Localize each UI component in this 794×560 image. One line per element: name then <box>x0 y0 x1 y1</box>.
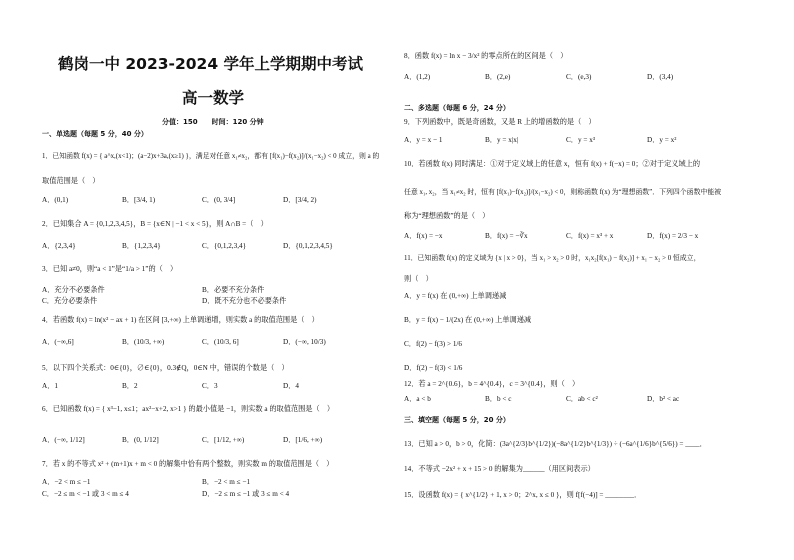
q12-option-a: A．a < b <box>404 395 431 403</box>
q3-stem: 3．已知 a≠0，则“a < 1”是“1/a > 1”的（ ） <box>42 265 178 273</box>
q13-stem: 13．已知 a > 0，b > 0，化简：(3a^{2/3}b^{1/2})(−8a^{1/2}b^{1/3}) ÷ (−6a^{1/6}b^{5/6}) = ____． <box>404 440 707 448</box>
q1-stem: 1．已知函数 f(x) = { a^x,(x<1)；(a−2)x+3a,(x≥1) }，满足对任意 x₁≠x₂，都有 [f(x₁)−f(x₂)]/(x₁−x₂) < 0 成立，则 a 的 <box>42 153 380 160</box>
q1-option-d: D．[3/4, 2) <box>283 196 317 204</box>
exam-info: 分值：150 时间：120 分钟 <box>162 118 264 126</box>
q6-option-c: C．[1/12, +∞) <box>202 436 245 444</box>
q1-stem-2: 取值范围是（ ） <box>42 177 100 185</box>
q10-option-c: C．f(x) = x³ + x <box>566 232 614 240</box>
q10-stem: 10．若函数 f(x) 同时满足：①对于定义域上的任意 x，恒有 f(x) + f(−x) = 0；②对于定义域上的 <box>404 160 701 168</box>
q4-option-a: A．(−∞,6] <box>42 338 74 346</box>
q7-stem: 7．若 x 的不等式 x² + (m+1)x + m < 0 的解集中恰有两个整数，则实数 m 的取值范围是（ ） <box>42 460 334 468</box>
q10-option-d: D．f(x) = 2/3 − x <box>647 232 699 240</box>
q1-option-b: B．[3/4, 1) <box>122 196 156 204</box>
q7-option-d: D．−2 ≤ m ≤ −1 或 3 ≤ m < 4 <box>202 490 290 498</box>
q2-option-c: C．{0,1,2,3,4} <box>202 242 247 250</box>
q12-option-d: D．b² < ac <box>647 395 680 403</box>
q8-stem: 8．函数 f(x) = ln x − 3/x² 的零点所在的区间是（ ） <box>404 52 568 60</box>
q8-option-d: D．(3,4) <box>647 73 674 81</box>
q12-option-c: C．ab < c² <box>566 395 598 403</box>
q5-option-c: C．3 <box>202 382 218 390</box>
q2-option-d: D．{0,1,2,3,4,5} <box>283 242 333 250</box>
exam-subtitle: 高一数学 <box>182 89 245 107</box>
q10-option-b: B．f(x) = −∛x <box>485 232 528 240</box>
q15-stem: 15．设函数 f(x) = { x^{1/2} + 1, x > 0；2^x, x ≤ 0 }，则 f[f(−4)] = ________． <box>404 491 642 499</box>
q5-option-a: A．1 <box>42 382 58 390</box>
q11-stem: 11．已知函数 f(x) 的定义域为 {x | x > 0}，当 x₁ > x₂ > 0 时，x₁x₂[f(x₁) − f(x₂)] + x₁ − x₂ > 0 恒成立， <box>404 255 701 262</box>
q5-option-b: B．2 <box>122 382 138 390</box>
q6-option-d: D．[1/6, +∞) <box>283 436 323 444</box>
q2-stem: 2．已知集合 A = {0,1,2,3,4,5}，B = {x∈N | −1 < x < 5}，则 A∩B =（ ） <box>42 220 268 228</box>
q8-option-b: B．(2,e) <box>485 73 511 81</box>
q3-option-b: B．必要不充分条件 <box>202 286 265 294</box>
q4-stem: 4．若函数 f(x) = ln(x² − ax + 1) 在区间 [3,+∞) 上单调递增，则实数 a 的取值范围是（ ） <box>42 316 319 324</box>
q11-option-c: C．f(2) − f(3) > 1/6 <box>404 340 463 348</box>
q4-option-b: B．(10/3, +∞) <box>122 338 165 346</box>
section-2-heading: 二、多选题（每题 6 分，24 分） <box>404 104 510 112</box>
q7-option-b: B．−2 < m ≤ −1 <box>202 478 251 486</box>
q12-stem: 12．若 a = 2^{0.6}，b = 4^{0.4}，c = 3^{0.4}，则（ ） <box>404 380 580 388</box>
q2-option-a: A．{2,3,4} <box>42 242 76 250</box>
q11-option-b: B．y = f(x) − 1/(2x) 在 (0,+∞) 上单调递减 <box>404 316 532 324</box>
q4-option-d: D．(−∞, 10/3) <box>283 338 326 346</box>
q9-option-b: B．y = x|x| <box>485 136 519 144</box>
section-3-heading: 三、填空题（每题 5 分，20 分） <box>404 416 510 424</box>
q3-option-d: D．既不充分也不必要条件 <box>202 297 287 305</box>
q4-option-c: C．(10/3, 6] <box>202 338 239 346</box>
q6-option-b: B．(0, 1/12] <box>122 436 159 444</box>
q7-option-c: C．−2 ≤ m < −1 或 3 < m ≤ 4 <box>42 490 129 498</box>
q3-option-c: C．充分必要条件 <box>42 297 98 305</box>
q11-option-a: A．y = f(x) 在 (0,+∞) 上单调递减 <box>404 292 507 300</box>
q12-option-b: B．b < c <box>485 395 512 403</box>
q3-option-a: A．充分不必要条件 <box>42 286 105 294</box>
exam-title: 鹤岗一中 2023-2024 学年上学期期中考试 <box>58 55 364 73</box>
q2-option-b: B．{1,2,3,4} <box>122 242 161 250</box>
q11-option-d: D．f(2) − f(3) < 1/6 <box>404 364 463 372</box>
q1-option-a: A．(0,1) <box>42 196 69 204</box>
q1-option-c: C．(0, 3/4] <box>202 196 236 204</box>
q9-option-c: C．y = x³ <box>566 136 595 144</box>
q10-option-a: A．f(x) = −x <box>404 232 443 240</box>
q10-stem-2: 任意 x₁, x₂，当 x₁≠x₂ 时，恒有 [f(x₁)−f(x₂)]/(x₁−x₂) < 0，则称函数 f(x) 为“理想函数”．下列四个函数中能被 <box>404 189 722 196</box>
q14-stem: 14．不等式 −2x² + x + 15 > 0 的解集为______（用区间表示） <box>404 465 595 473</box>
q6-option-a: A．(−∞, 1/12] <box>42 436 85 444</box>
section-1-heading: 一、单选题（每题 5 分，40 分） <box>42 130 148 138</box>
q8-option-a: A．(1,2) <box>404 73 431 81</box>
q9-option-a: A．y = x − 1 <box>404 136 443 144</box>
q10-stem-3: 称为“理想函数”的是（ ） <box>404 212 490 220</box>
q8-option-c: C．(e,3) <box>566 73 592 81</box>
q6-stem: 6．已知函数 f(x) = { x³−1, x≤1；ax²−x+2, x>1 } 的最小值是 −1，则实数 a 的取值范围是（ ） <box>42 405 335 413</box>
q11-stem-2: 则（ ） <box>404 275 433 283</box>
q9-stem: 9．下列函数中，既是奇函数，又是 R 上的增函数的是（ ） <box>404 118 596 126</box>
q5-option-d: D．4 <box>283 382 299 390</box>
q5-stem: 5．以下四个关系式：0∈{0}，∅∈{0}，0.3∉Q，0∈N 中，错误的个数是（ ） <box>42 364 289 372</box>
q7-option-a: A．−2 < m ≤ −1 <box>42 478 91 486</box>
q9-option-d: D．y = x² <box>647 136 677 144</box>
